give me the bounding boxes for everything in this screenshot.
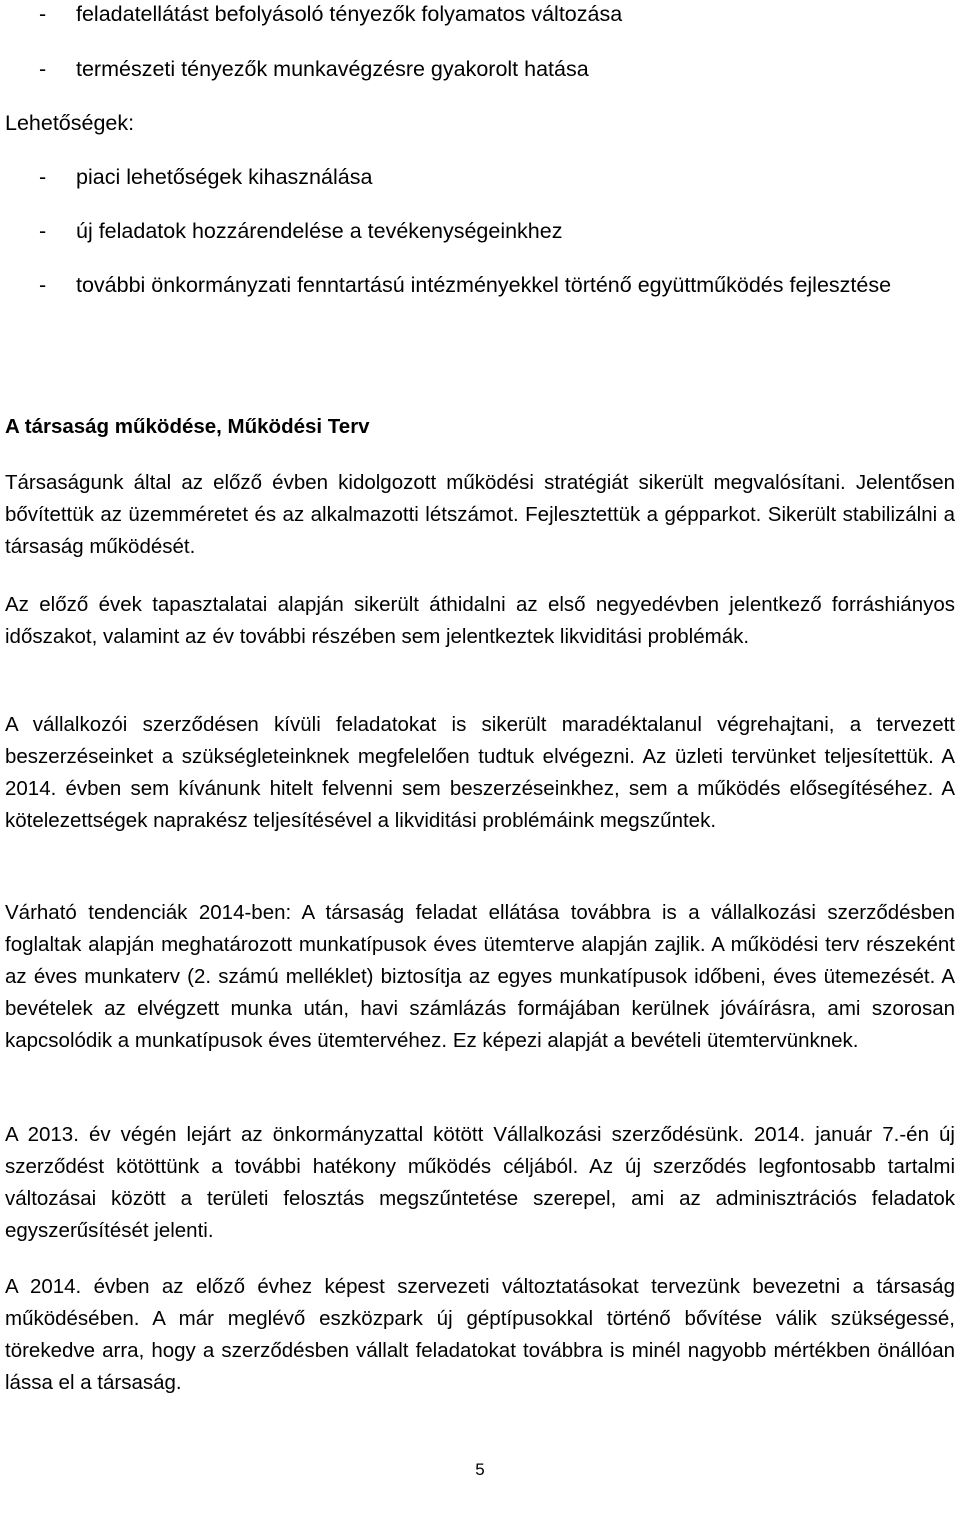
- paragraph: A vállalkozói szerződésen kívüli feladatokat is sikerült maradéktalanul végrehajtani, a tervezett beszerzéseinket a szükségleteinknek megfelelően tudtuk elvégezni. Az üzleti tervünket teljesítettük. A 2014. évben sem kívánunk hitelt felvenni sem beszerzéseinkhez, sem a működés elősegítéséhez. A kötelezettségek naprakész teljesítésével a likviditási problémáink megszűntek.: [5, 713, 955, 832]
- paragraph: Várható tendenciák 2014-ben: A társaság feladat ellátása továbbra is a vállalkozási szerződésben foglaltak alapján meghatározott munkatípusok éves ütemterve alapján zajlik. A működési terv részeként az éves munkaterv (2. számú melléklet) biztosítja az egyes munkatípusok időbeni, éves ütemezését. A bevételek az elvégzett munka után, havi számlázás formájában kerülnek jóváírásra, ami szorosan kapcsolódik a munkatípusok éves ütemtervéhez. Ez képezi alapját a bevételi ütemtervünknek.: [5, 901, 955, 1052]
- list-item: [5, 53, 960, 85]
- paragraph: Az előző évek tapasztalatai alapján sikerült áthidalni az első negyedévben jelentkező forráshiányos időszakot, valamint az év további részében sem jelentkeztek likviditási problémák.: [5, 593, 955, 648]
- list-item-text: további önkormányzati fenntartású intézményekkel történő együttműködés fejlesztése: [76, 273, 892, 297]
- list-item: [5, 269, 926, 301]
- list-item-text: feladatellátást befolyásoló tényezők folyamatos változása: [76, 2, 623, 26]
- bullet-dash: -: [39, 57, 47, 81]
- list-item: [5, 215, 960, 247]
- paragraph: A 2014. évben az előző évhez képest szervezeti változtatásokat tervezünk bevezetni a társaság működésében. A már meglévő eszközpark új géptípusokkal történő bővítése válik szükségessé, törekedve arra, hogy a szerződésben vállalt feladatokat továbbra is minél nagyobb mértékben önállóan lássa el a társaság.: [5, 1275, 955, 1394]
- list-item-text: piaci lehetőségek kihasználása: [76, 165, 373, 189]
- list-item-text: természeti tényezők munkavégzésre gyakorolt hatása: [76, 57, 589, 81]
- bullet-dash: -: [39, 273, 47, 297]
- paragraph: Társaságunk által az előző évben kidolgozott működési stratégiát sikerült megvalósítani. Jelentősen bővítettük az üzemméretet és az alkalmazotti létszámot. Fejlesztettük a gépparkot. Sikerült stabilizálni a társaság működését.: [5, 471, 955, 558]
- page-number: 5: [475, 1460, 485, 1479]
- list-item: [5, 0, 960, 30]
- bullet-dash: -: [39, 165, 47, 189]
- list-item-text: új feladatok hozzárendelése a tevékenységeinkhez: [76, 219, 563, 243]
- paragraph: A 2013. év végén lejárt az önkormányzattal kötött Vállalkozási szerződésünk. 2014. január 7.-én új szerződést kötöttünk a további hatékony működés céljából. Az új szerződés legfontosabb tartalmi változásai között a területi felosztás megszűntetése szerepel, ami az adminisztrációs feladatok egyszerűsítését jelenti.: [5, 1123, 955, 1242]
- bullet-dash: -: [39, 2, 47, 26]
- bullet-dash: -: [39, 219, 47, 243]
- opportunities-label: Lehetőségek:: [5, 111, 135, 135]
- list-item: [5, 161, 960, 193]
- section-heading: A társaság működése, Működési Terv: [5, 415, 370, 438]
